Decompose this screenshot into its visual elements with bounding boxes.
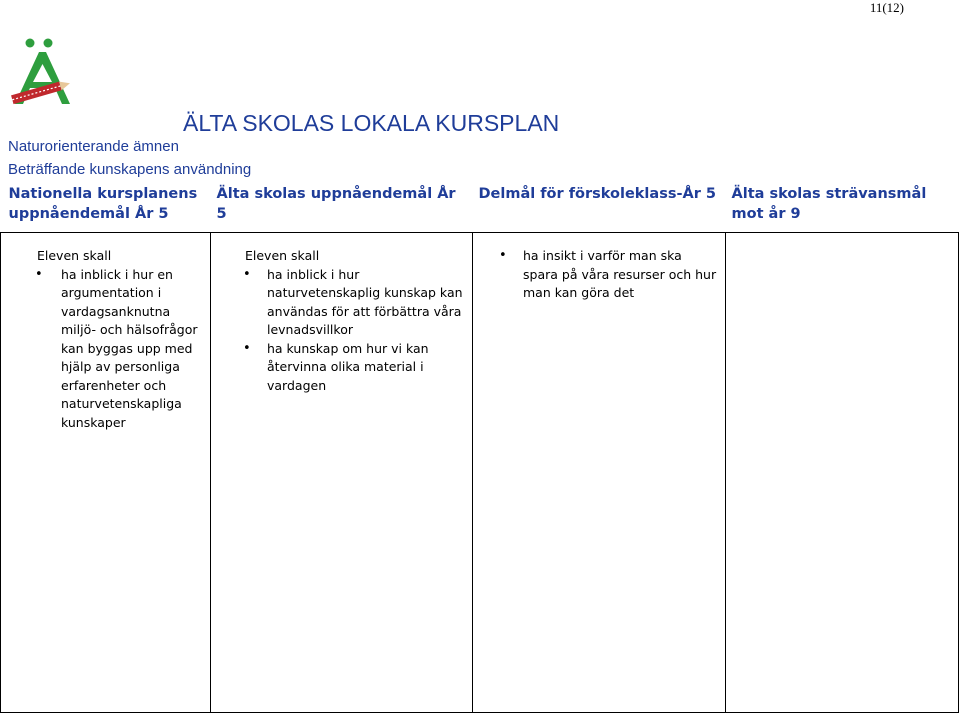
column-header-aspiration-goals: Älta skolas strävansmål mot år 9 (731, 186, 927, 222)
cell-alta-goals (211, 233, 473, 713)
logo-dot-right (44, 39, 53, 48)
goal-list (479, 247, 719, 303)
cell-intro: Eleven skall (245, 248, 320, 263)
goal-list (217, 266, 466, 396)
subject-heading: Naturorienterande ämnen (8, 138, 179, 155)
cell-aspiration-goals (726, 233, 959, 713)
cell-national-goals (1, 233, 211, 713)
goal-list (7, 266, 204, 433)
school-logo (8, 36, 74, 108)
cell-intro: Eleven skall (37, 248, 112, 263)
page-title: ÄLTA SKOLAS LOKALA KURSPLAN (183, 110, 560, 136)
section-subtitle: Beträffande kunskapens användning (8, 161, 252, 178)
list-item: • ha kunskap om hur vi kan återvinna olika material i vardagen (217, 340, 466, 396)
page-number: 11(12) (869, 0, 904, 15)
table-header-row (1, 181, 959, 233)
table-row (1, 233, 959, 713)
list-item: • ha insikt i varför man ska spara på våra resurser och hur man kan göra det (479, 247, 719, 303)
logo-dot-left (26, 39, 35, 48)
curriculum-table (0, 181, 959, 713)
list-item: • ha inblick i hur en argumentation i vardagsanknutna miljö- och hälsofrågor kan byggas upp med hjälp av personliga erfarenheter och naturvetenskapliga kunskaper (7, 266, 204, 433)
column-header-national-goals: Nationella kursplanens uppnåendemål År 5 (8, 186, 198, 222)
cell-sub-goals (473, 233, 726, 713)
column-header-alta-goals: Älta skolas uppnåendemål År 5 (216, 186, 456, 222)
list-item: • ha inblick i hur naturvetenskaplig kunskap kan användas för att förbättra våra levnadsvillkor (217, 266, 466, 340)
column-header-sub-goals: Delmål för förskoleklass-År 5 (478, 186, 716, 202)
